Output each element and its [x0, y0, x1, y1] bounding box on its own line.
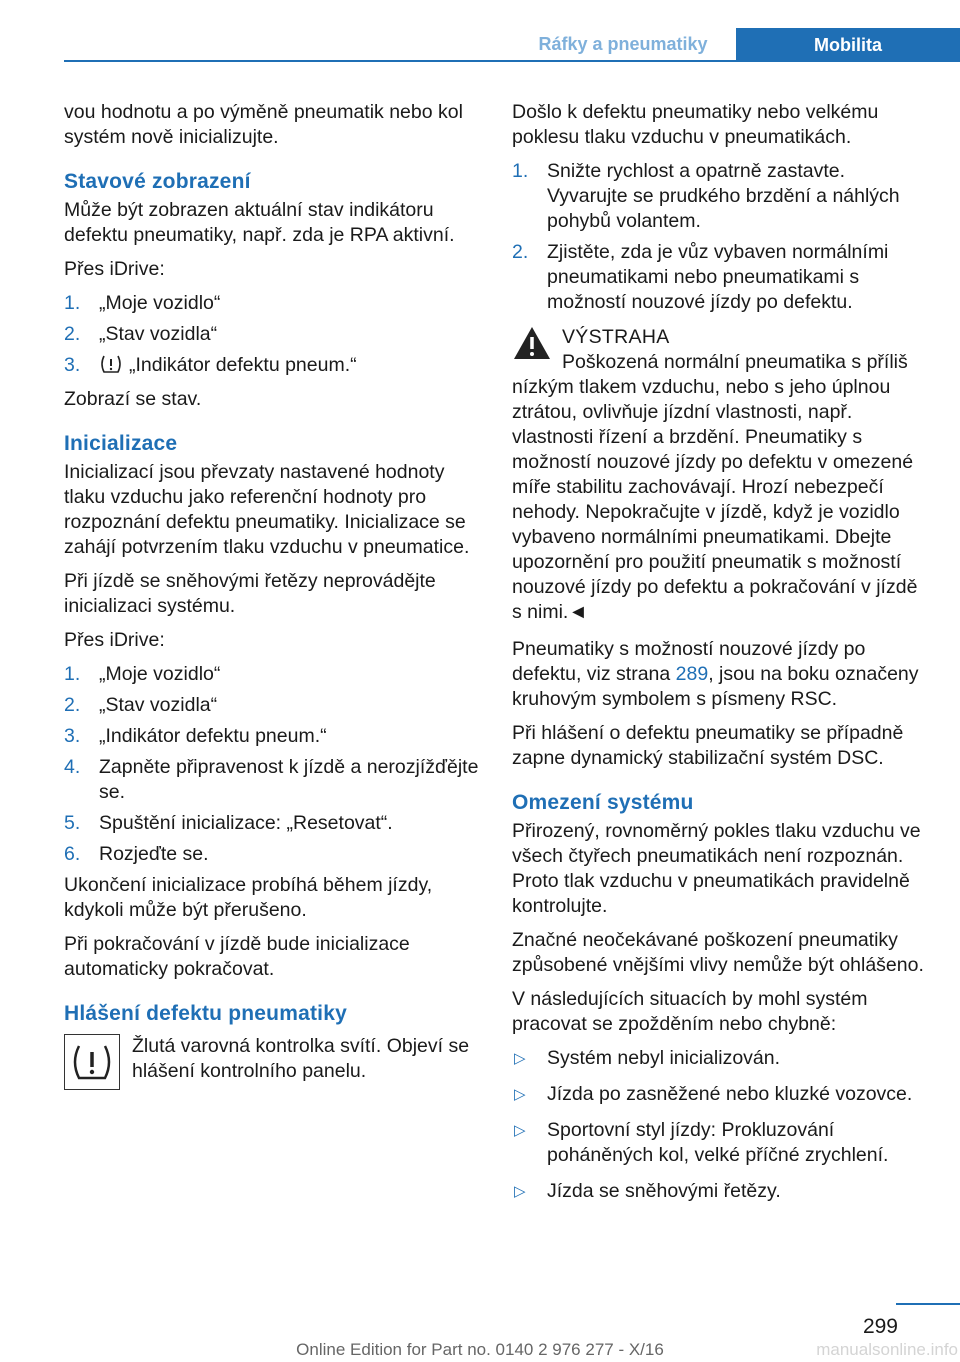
page-link[interactable]: 289 [675, 663, 709, 685]
header-rule [64, 60, 960, 62]
limits-text3: V následujících situacích by mohl systém pracovat se zpožděním nebo chybně: [512, 988, 868, 1035]
status-via: Přes iDrive: [64, 258, 165, 280]
list-item [512, 1046, 930, 1071]
limits-text1: Přirozený, rovnoměrný pokles tlaku vzduchu ve všech čtyřech pneumatikách není rozpoznán. Proto tlak vzduchu v pneumatikách pravidelně kontrolujte. [512, 820, 921, 917]
step-text: Snižte rychlost a opatrně zastavte. Vyvarujte se prudkého brzdění a náhlých pohybů volantem. [547, 160, 900, 232]
right-intro: Došlo k defektu pneumatiky nebo velkému poklesu tlaku vzduchu v pneumatikách. [512, 101, 879, 148]
warning-text: Poškozená normální pneumatika s příliš nízkým tlakem vzduchu, nebo s jeho úplnou ztrátou, ovlivňuje jízdní vlastnosti, např. vlastnosti řízení a brzdění. Pneumatiky s možností nouzové jízdy po defektu v omezené míře stabilitu zachovávají. Hrozí nebezpečí nehody. Nepokračujte v jízdě, když je vozidlo vybaveno normálními pneumatikami. Dbejte upozornění pro použití pneumatik s možností nouzové jízdy po defektu a pokračování v jízdě s nimi.◄ [512, 351, 918, 623]
status-text: Může být zobrazen aktuální stav indikátoru defektu pneumatiky, např. zda je RPA aktivní. [64, 199, 455, 246]
limits-bullets [512, 1046, 930, 1204]
triangle-bullet-icon: ▷ [514, 1086, 526, 1103]
tire-pressure-warning-lamp-icon [64, 1034, 120, 1090]
list-item [512, 1082, 930, 1107]
warning-block [512, 325, 930, 625]
init-steps [64, 662, 480, 867]
bullet-text: Systém nebyl inicializován. [547, 1047, 781, 1069]
status-steps [64, 291, 480, 381]
warning-title: VÝSTRAHA [562, 326, 670, 348]
step-text: „Stav vozidla“ [99, 694, 218, 716]
right-column [512, 100, 930, 1215]
status-result: Zobrazí se stav. [64, 388, 202, 410]
rsc-text-before: Pneumatiky s možností nouzové jízdy po defektu, viz strana [512, 638, 866, 685]
step-number: 1. [512, 160, 529, 182]
step-text: „Moje vozidlo“ [99, 663, 221, 685]
header-chapter-tab: Mobilita [736, 28, 960, 62]
list-item [64, 353, 480, 381]
page-number: 299 [862, 1315, 898, 1338]
list-item [512, 159, 930, 234]
limits-heading: Omezení systému [512, 791, 694, 814]
left-intro: vou hodnotu a po výměně pneumatik nebo kol systém nově inicializujte. [64, 101, 463, 148]
list-item [64, 724, 480, 749]
status-heading: Stavové zobrazení [64, 170, 251, 193]
list-item [64, 811, 480, 836]
step-text: „Indikátor defektu pneum.“ [99, 725, 327, 747]
report-heading: Hlášení defektu pneumatiky [64, 1002, 347, 1025]
header-section-title: Ráfky a pneumatiky [538, 33, 708, 54]
list-item [64, 322, 480, 347]
init-text: Inicializací jsou převzaty nastavené hodnoty tlaku vzduchu jako referenční hodnoty pro rozpoznání defektu pneumatiky. Inicializace se zahájí potvrzením tlaku vzduchu v pneumatice. [64, 461, 470, 558]
init-snowchains-note: Při jízdě se sněhovými řetězy neprovádějte inicializaci systému. [64, 570, 436, 617]
step-number: 5. [64, 812, 81, 834]
step-text: „Indikátor defektu pneum.“ [129, 354, 357, 376]
step-text: Zjistěte, zda je vůz vybaven normálními pneumatikami nebo pneumatikami s možností nouzové jízdy po defektu. [547, 241, 889, 313]
step-text: „Moje vozidlo“ [99, 292, 221, 314]
step-number: 4. [64, 756, 81, 778]
dsc-text: Při hlášení o defektu pneumatiky se případně zapne dynamický stabilizační systém DSC. [512, 722, 904, 769]
limits-text2: Značné neočekávané poškození pneumatiky způsobené vnějšími vlivy nemůže být ohlášeno. [512, 929, 924, 976]
left-column [64, 100, 480, 1104]
step-text: Spuštění inicializace: „Resetovat“. [99, 812, 393, 834]
step-number: 3. [64, 725, 81, 747]
list-item [64, 693, 480, 718]
list-item [64, 755, 480, 805]
report-block [64, 1034, 480, 1104]
bullet-text: Jízda se sněhovými řetězy. [547, 1180, 781, 1202]
step-number: 1. [64, 292, 81, 314]
report-text: Žlutá varovná kontrolka svítí. Objeví se hlášení kontrolního panelu. [132, 1035, 470, 1082]
warning-triangle-icon [512, 325, 552, 361]
step-number: 1. [64, 663, 81, 685]
list-item [64, 662, 480, 687]
defect-steps [512, 159, 930, 315]
init-end-text: Ukončení inicializace probíhá během jízdy, kdykoli může být přerušeno. [64, 874, 433, 921]
rsc-text-after: , jsou na boku označeny kruhovým symbolem s písmeny RSC. [512, 663, 919, 710]
step-number: 6. [64, 843, 81, 865]
init-via: Přes iDrive: [64, 629, 165, 651]
triangle-bullet-icon: ▷ [514, 1122, 526, 1139]
triangle-bullet-icon: ▷ [514, 1050, 526, 1067]
rsc-text [512, 637, 930, 712]
step-number: 2. [64, 323, 81, 345]
bullet-text: Jízda po zasněžené nebo kluzké vozovce. [547, 1083, 913, 1105]
bullet-text: Sportovní styl jízdy: Prokluzování poháněných kol, velké příčné zrychlení. [547, 1119, 889, 1166]
step-number: 3. [64, 354, 81, 376]
step-text: „Stav vozidla“ [99, 323, 218, 345]
list-item [512, 240, 930, 315]
step-text: Rozjeďte se. [99, 843, 209, 865]
list-item [512, 1179, 930, 1204]
watermark: manualsonline.info [816, 1340, 958, 1359]
step-number: 2. [64, 694, 81, 716]
footer-rule [896, 1303, 960, 1305]
triangle-bullet-icon: ▷ [514, 1183, 526, 1200]
tire-pressure-warning-icon [99, 354, 123, 381]
step-text: Zapněte připravenost k jízdě a nerozjížďějte se. [99, 756, 479, 803]
step-number: 2. [512, 241, 529, 263]
list-item [64, 842, 480, 867]
list-item [512, 1118, 930, 1168]
init-heading: Inicializace [64, 432, 178, 455]
list-item [64, 291, 480, 316]
footer-edition: Online Edition for Part no. 0140 2 976 277 - X/16 [296, 1340, 664, 1359]
init-continue-text: Při pokračování v jízdě bude inicializace automaticky pokračovat. [64, 933, 410, 980]
